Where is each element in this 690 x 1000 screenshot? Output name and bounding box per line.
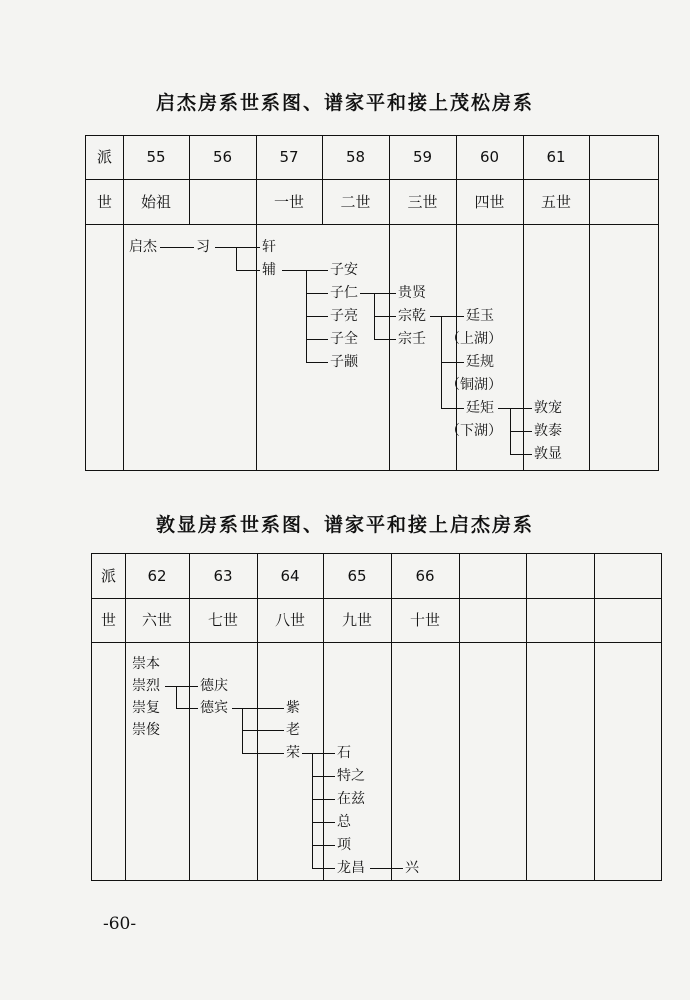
person-name: 崇本: [132, 656, 160, 672]
connector-line: [510, 431, 532, 432]
connector-line: [510, 454, 532, 455]
connector-line: [215, 247, 260, 248]
pai-label: 派: [100, 567, 116, 585]
person-name: 崇俊: [132, 722, 160, 738]
connector-line: [302, 753, 335, 754]
shi-cell: 一世: [273, 193, 304, 211]
lineage-table-2: [91, 553, 662, 881]
connector-line: [282, 270, 328, 271]
person-name: 敦宠: [534, 400, 562, 416]
person-name: 崇复: [132, 700, 160, 716]
shi-cell: 三世: [407, 193, 438, 211]
shi-label: 世: [96, 193, 112, 211]
pai-cell: 66: [415, 567, 435, 585]
person-name: 宗乾: [398, 308, 426, 324]
person-name: 贵贤: [398, 285, 426, 301]
pai-cell: 61: [546, 148, 566, 166]
place-note: （铜湖）: [446, 377, 502, 393]
lineage-table-1: [85, 135, 659, 471]
person-name: 石: [337, 745, 351, 761]
shi-cell: 十世: [409, 611, 440, 629]
person-name: 荣: [286, 745, 300, 761]
connector-line: [374, 339, 396, 340]
shi-cell: 九世: [341, 611, 372, 629]
person-name: 老: [286, 722, 300, 738]
shi-label: 世: [100, 611, 116, 629]
chart-title-2: 敦显房系世系图、谱家平和接上启杰房系: [155, 514, 534, 536]
place-note: （上湖）: [446, 331, 502, 347]
pai-cell: 60: [479, 148, 500, 166]
connector-line: [498, 408, 532, 409]
pai-cell: 56: [212, 148, 233, 166]
connector-line: [176, 686, 177, 708]
pai-cell: 64: [280, 567, 300, 585]
connector-line: [176, 708, 198, 709]
person-name: 子亮: [330, 308, 358, 324]
connector-line: [165, 686, 198, 687]
shi-cell: 五世: [540, 193, 571, 211]
person-name: 子全: [330, 331, 358, 347]
person-name: 德庆: [200, 678, 228, 694]
person-name: 在兹: [337, 791, 365, 807]
pai-cell: 58: [345, 148, 366, 166]
shi-cell: 八世: [274, 611, 305, 629]
connector-line: [232, 708, 284, 709]
pai-cell: 65: [347, 567, 367, 585]
person-name: 子仁: [330, 285, 358, 301]
connector-line: [312, 753, 313, 868]
person-name: 宗壬: [398, 331, 426, 347]
connector-line: [312, 799, 335, 800]
person-name: 崇烈: [132, 678, 160, 694]
connector-line: [242, 730, 284, 731]
connector-line: [430, 316, 464, 317]
person-name: 轩: [262, 239, 276, 255]
person-name: 廷规: [466, 354, 494, 370]
pai-cell: 57: [279, 148, 299, 166]
connector-line: [312, 776, 335, 777]
pai-cell: 62: [147, 567, 167, 585]
shi-cell: 七世: [207, 611, 238, 629]
pai-label: 派: [96, 148, 112, 166]
person-name: 兴: [405, 860, 419, 876]
page-number: -60-: [103, 914, 137, 934]
person-name: 习: [196, 239, 210, 255]
person-name: 敦泰: [534, 423, 562, 439]
pai-cell: 55: [146, 148, 166, 166]
connector-line: [374, 316, 396, 317]
connector-line: [312, 868, 335, 869]
connector-line: [160, 247, 194, 248]
person-name: 廷玉: [466, 308, 494, 324]
connector-line: [242, 753, 284, 754]
connector-line: [306, 316, 328, 317]
shi-cell: 始祖: [140, 193, 171, 211]
person-name: 紫: [286, 700, 300, 716]
person-name: 子颛: [330, 354, 358, 370]
person-name: 辅: [262, 262, 276, 278]
connector-line: [441, 362, 464, 363]
person-name: 廷矩: [466, 400, 494, 416]
chart-title-1: 启杰房系世系图、谱家平和接上茂松房系: [155, 92, 534, 114]
shi-cell: 二世: [340, 193, 371, 211]
connector-line: [306, 293, 328, 294]
person-name: 项: [337, 837, 351, 853]
connector-line: [306, 362, 328, 363]
person-name: 敦显: [534, 446, 562, 462]
pai-cell: 59: [412, 148, 433, 166]
person-name: 总: [337, 814, 351, 830]
connector-line: [236, 270, 260, 271]
person-name: 启杰: [129, 239, 157, 255]
shi-cell: 四世: [474, 193, 505, 211]
shi-cell: 六世: [141, 611, 172, 629]
person-name: 龙昌: [337, 860, 365, 876]
person-name: 特之: [337, 768, 365, 784]
connector-line: [312, 822, 335, 823]
person-name: 子安: [330, 262, 358, 278]
connector-line: [360, 293, 396, 294]
connector-line: [441, 408, 464, 409]
pai-cell: 63: [213, 567, 233, 585]
connector-line: [236, 247, 237, 270]
place-note: （下湖）: [446, 423, 502, 439]
connector-line: [312, 845, 335, 846]
connector-line: [306, 339, 328, 340]
person-name: 德宾: [200, 700, 228, 716]
connector-line: [370, 868, 403, 869]
